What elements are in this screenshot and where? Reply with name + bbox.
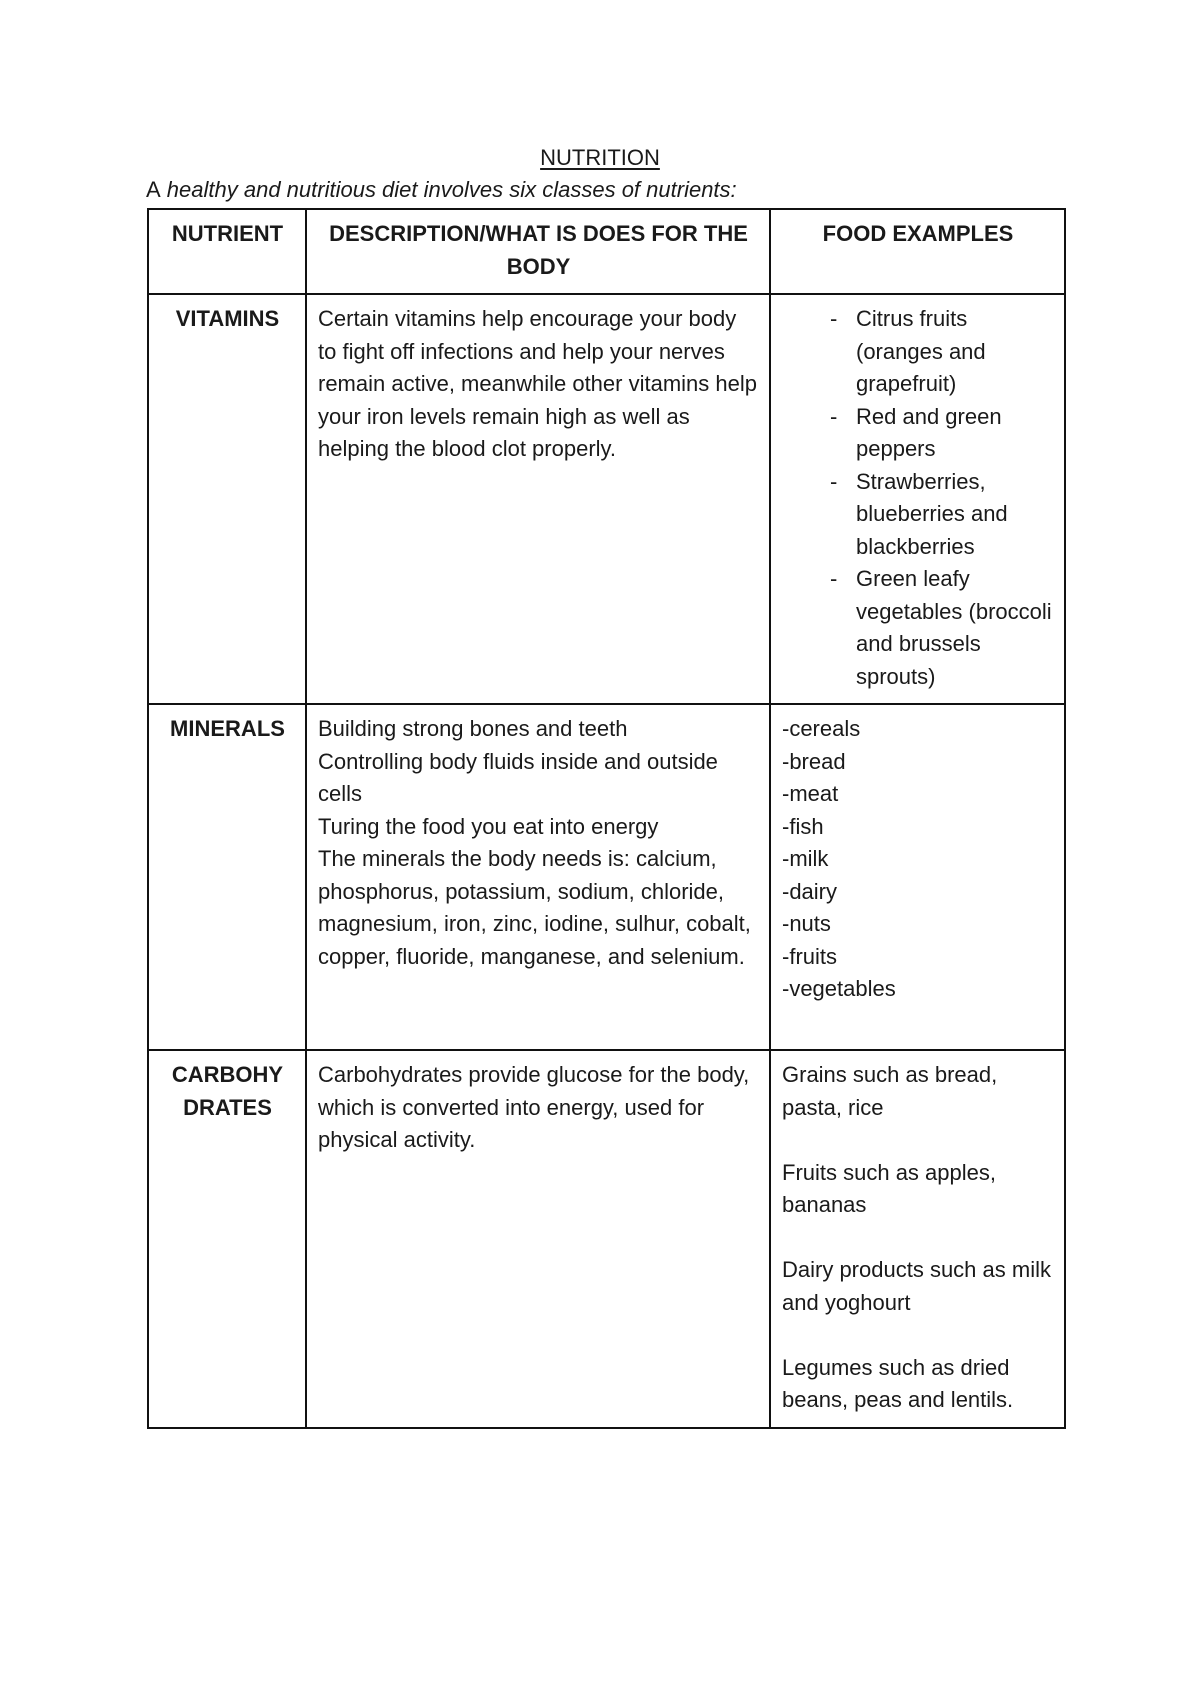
food-line: -bread bbox=[782, 748, 846, 774]
food-paragraph: Legumes such as dried beans, peas and lentils. bbox=[782, 1354, 1014, 1412]
food-line: -vegetables bbox=[782, 976, 896, 1001]
food-line: -meat bbox=[782, 781, 839, 806]
intro-rest: healthy and nutritious diet involves six classes of nutrients: bbox=[160, 177, 737, 202]
table-row bbox=[148, 294, 1065, 704]
food-paragraph: Dairy products such as milk and yoghourt bbox=[782, 1257, 1051, 1315]
food-examples-minerals bbox=[770, 704, 1065, 1050]
food-paragraph: Fruits such as apples, bananas bbox=[782, 1159, 996, 1217]
description-line: Controlling body fluids inside and outside cells bbox=[318, 748, 718, 806]
header-food-examples: FOOD EXAMPLES bbox=[770, 209, 1065, 294]
intro-sentence bbox=[146, 177, 737, 203]
food-line: -fruits bbox=[782, 943, 837, 969]
food-line: -milk bbox=[782, 846, 829, 871]
food-examples-vitamins bbox=[770, 294, 1065, 704]
food-line: -dairy bbox=[782, 878, 838, 904]
list-item: - Citrus fruits (oranges and grapefruit) bbox=[830, 303, 1054, 401]
nutrient-name-line: CARBOHY bbox=[171, 1062, 284, 1087]
header-nutrient: NUTRIENT bbox=[148, 209, 306, 294]
description-line: Turing the food you eat into energy bbox=[318, 813, 659, 839]
food-line: -cereals bbox=[782, 716, 861, 741]
nutrient-name-carbohydrates bbox=[148, 1050, 306, 1428]
description-vitamins: Certain vitamins help encourage your body to fight off infections and help your nerves remain active, meanwhile other vitamins help your iron levels remain high as well as helping the blood clot properly. bbox=[306, 294, 770, 704]
table-row bbox=[148, 704, 1065, 1050]
food-list bbox=[782, 303, 1054, 693]
food-line: -fish bbox=[782, 813, 824, 839]
nutrient-name-vitamins: VITAMINS bbox=[148, 294, 306, 704]
header-description: DESCRIPTION/WHAT IS DOES FOR THE BODY bbox=[306, 209, 770, 294]
nutrient-name-minerals: MINERALS bbox=[148, 704, 306, 1050]
food-examples-carbohydrates bbox=[770, 1050, 1065, 1428]
intro-lead: A bbox=[146, 177, 161, 202]
list-item: - Green leafy vegetables (broccoli and brussels sprouts) bbox=[830, 563, 1054, 693]
list-item: - Strawberries, blueberries and blackberries bbox=[830, 466, 1054, 564]
description-minerals bbox=[306, 704, 770, 1050]
food-line: -nuts bbox=[782, 911, 831, 936]
description-line: The minerals the body needs is: calcium, phosphorus, potassium, sodium, chloride, magnesium, iron, zinc, iodine, sulhur, cobalt, copper, fluoride, manganese, and selenium. bbox=[318, 846, 751, 969]
list-item: - Red and green peppers bbox=[830, 401, 1054, 466]
table-row bbox=[148, 1050, 1065, 1428]
food-paragraph: Grains such as bread, pasta, rice bbox=[782, 1062, 998, 1120]
page-title-text: NUTRITION bbox=[540, 145, 660, 170]
description-carbohydrates: Carbohydrates provide glucose for the body, which is converted into energy, used for physical activity. bbox=[306, 1050, 770, 1428]
description-line: Building strong bones and teeth bbox=[318, 716, 628, 741]
page-title bbox=[0, 145, 1200, 171]
nutrients-table bbox=[147, 208, 1066, 1429]
table-header-row bbox=[148, 209, 1065, 294]
nutrient-name-line: DRATES bbox=[183, 1094, 272, 1120]
